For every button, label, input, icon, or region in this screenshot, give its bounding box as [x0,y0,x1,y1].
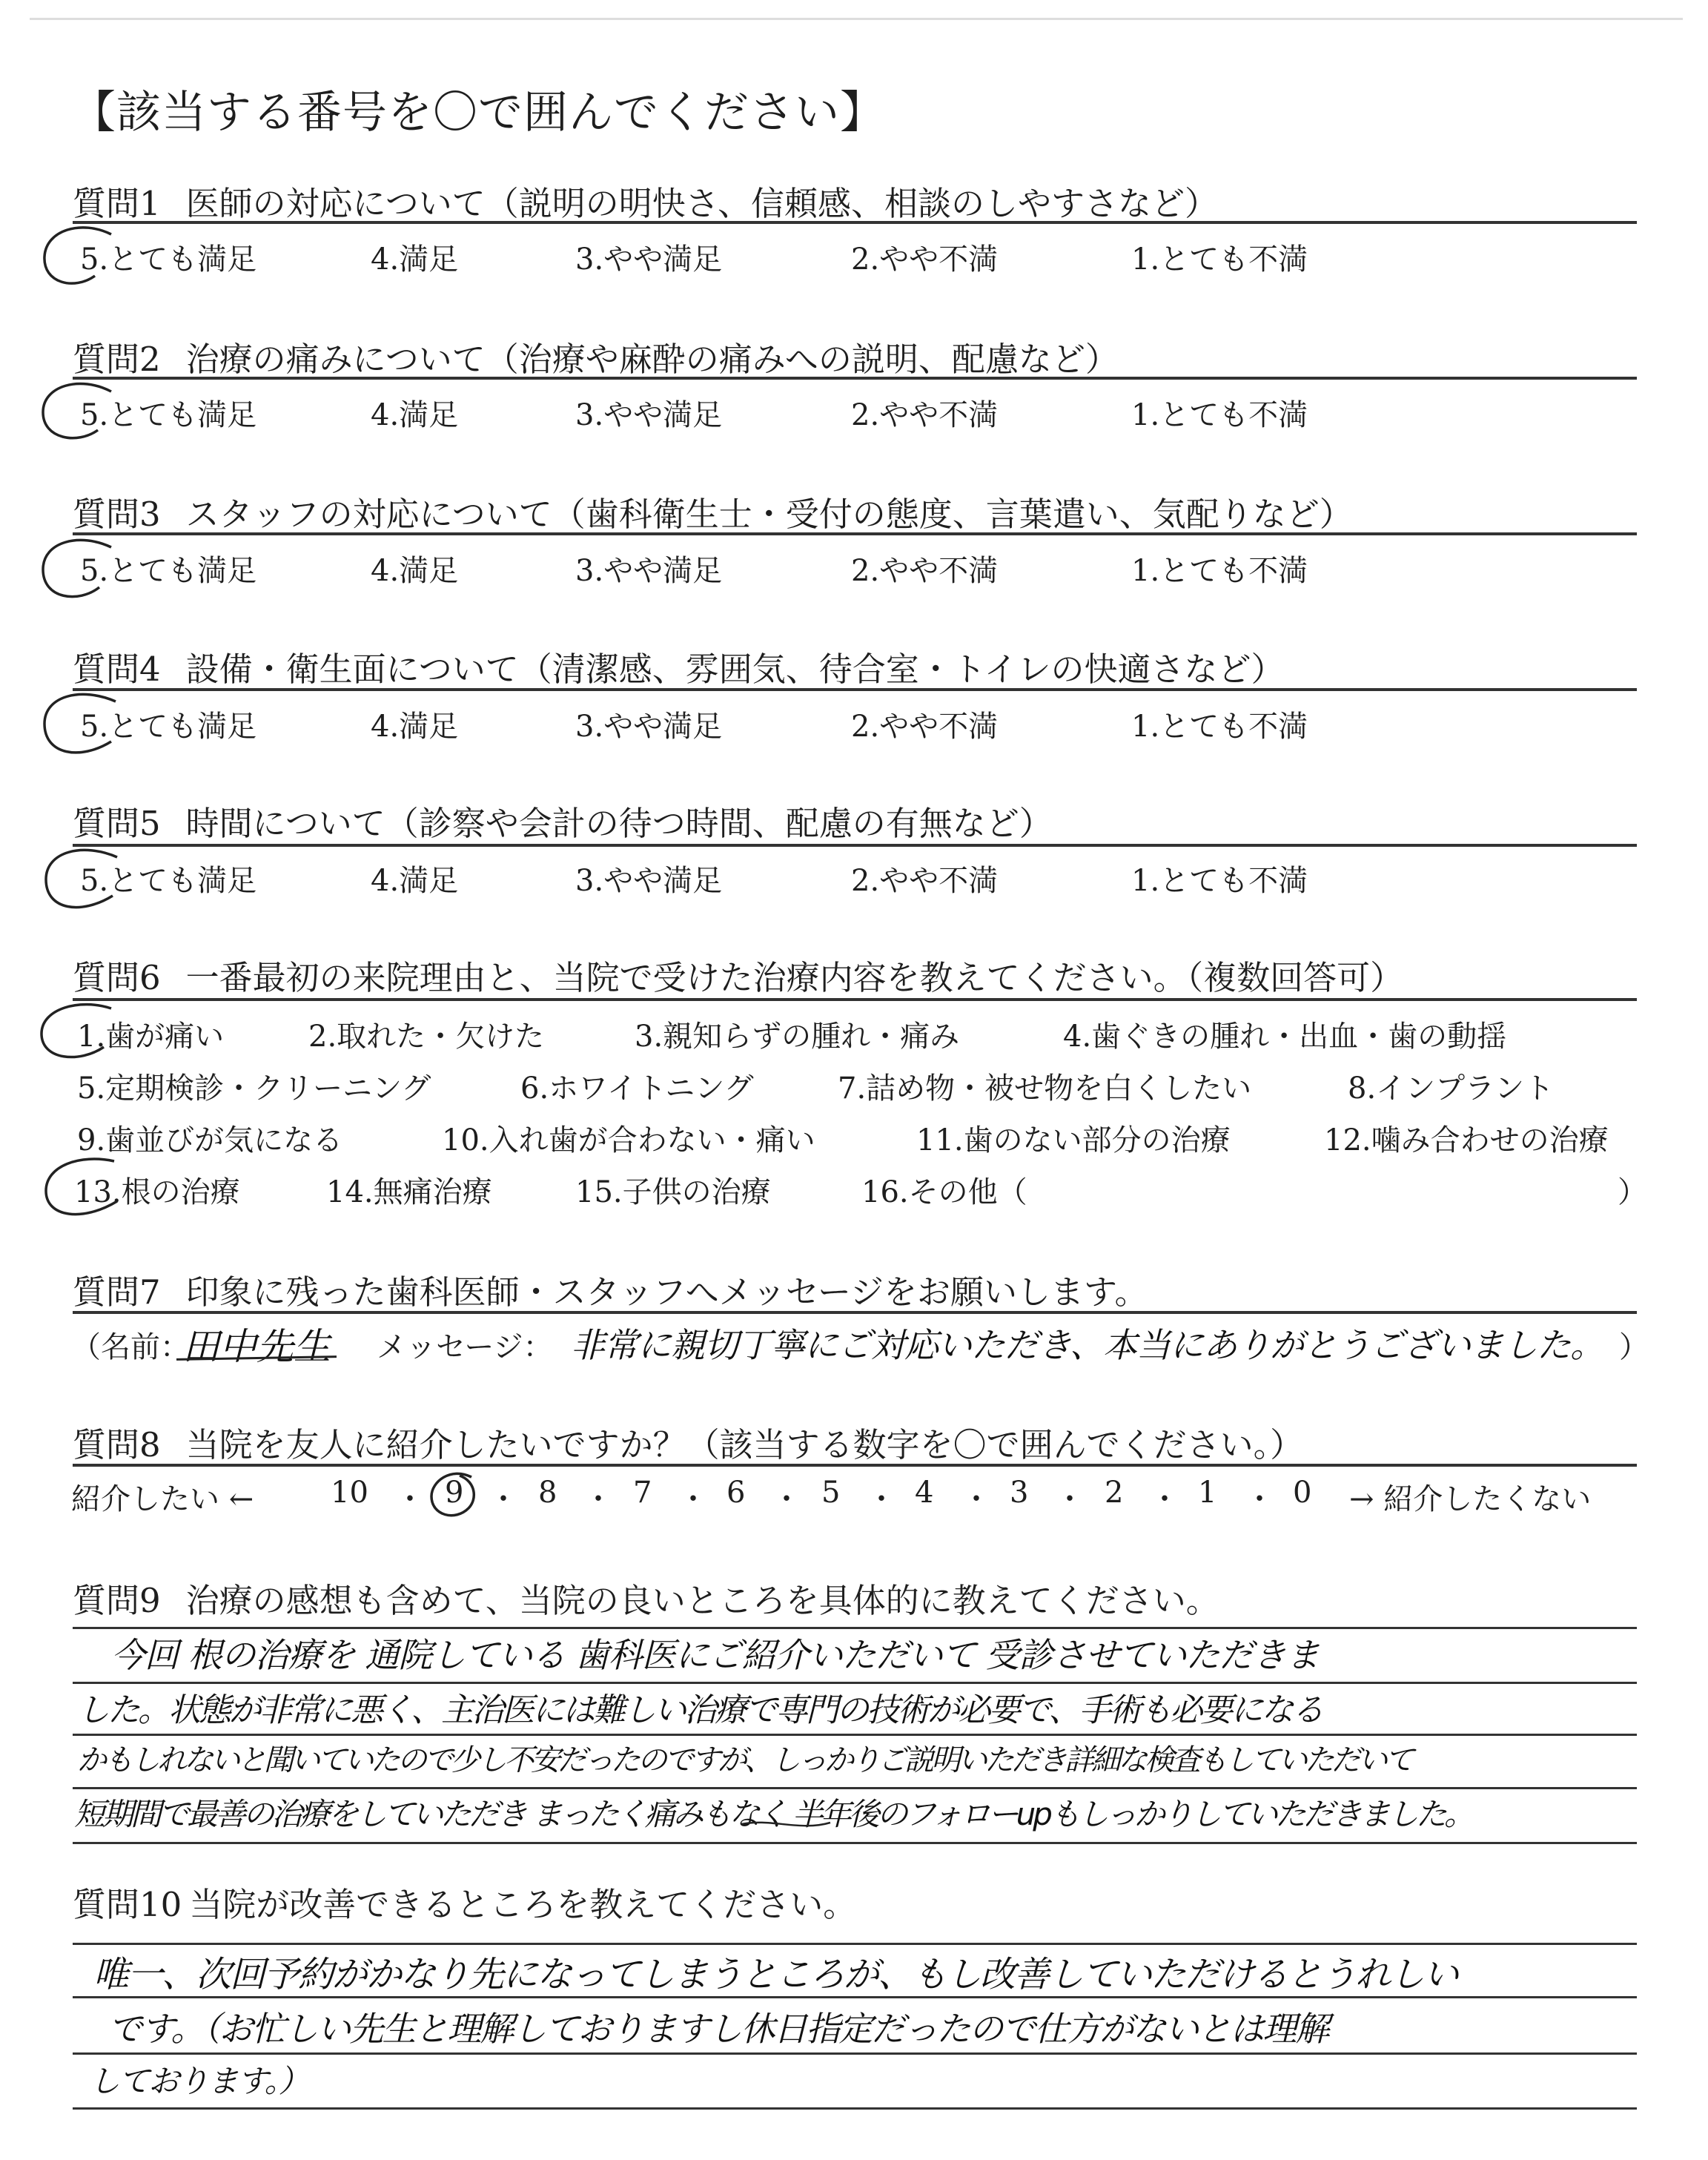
q6-option-8[interactable]: 8.インプラント [1348,1071,1555,1106]
q2-option-5[interactable]: 5.とても満足 [80,398,257,432]
q9-answer-line-3[interactable]: かもしれないと聞いていたので少し不安だったのですが、しっかりご説明いただき詳細な検査もしていただいて [77,1743,1411,1777]
q7-name-label: （名前： [71,1330,190,1364]
q1-option-2[interactable]: 2.やや不満 [851,242,999,277]
q6-option-5[interactable]: 5.定期検診・クリーニング [77,1071,431,1106]
scale-7[interactable]: 7 [633,1476,652,1510]
q8-scale-9-circle [431,1473,474,1515]
q5-option-5[interactable]: 5.とても満足 [80,864,257,898]
q6-option-14[interactable]: 14.無痛治療 [326,1175,492,1209]
question-text: 医師の対応について（説明の明快さ、信頼感、相談のしやすさなど） [185,184,1218,223]
question-number: 質問7 [73,1272,161,1312]
question-number: 質問2 [73,340,161,379]
q6-option-1-circle [42,1005,111,1057]
q9-answer-line-4[interactable]: 短期間で最善の治療をしていただき まったく痛みもなく 半年後のフォローupもしっかりしていただきました。 [74,1796,1472,1832]
question-number: 質問5 [73,804,161,843]
question-text: スタッフの対応について（歯科衛生士・受付の態度、言葉遣い、気配りなど） [185,495,1353,534]
question-text: 当院が改善できるところを教えてください。 [189,1885,857,1924]
scale-8[interactable]: 8 [538,1476,557,1510]
recommend-left-label: 紹介したい ← [71,1482,254,1516]
q6-other-close-paren: ） [1618,1175,1647,1209]
scale-separator: ・ [1150,1482,1179,1516]
q6-option-7[interactable]: 7.詰め物・被せ物を白くしたい [838,1071,1252,1106]
q5-option-4[interactable]: 4.満足 [371,864,459,898]
q3-option-1[interactable]: 1.とても不満 [1131,554,1308,588]
question-number: 質問10 [73,1885,182,1924]
q6-option-3[interactable]: 3.親知らずの腫れ・痛み [635,1020,960,1054]
question-number: 質問3 [73,495,161,534]
scale-separator: ・ [489,1482,518,1516]
question-text: 印象に残った歯科医師・スタッフへメッセージをお願いします。 [185,1272,1148,1312]
q4-option-4[interactable]: 4.満足 [371,710,459,744]
scale-6[interactable]: 6 [726,1476,746,1510]
scale-separator: ・ [1245,1482,1274,1516]
q1-option-5[interactable]: 5.とても満足 [80,242,257,277]
q2-selection-circle [43,383,111,437]
q4-option-1[interactable]: 1.とても不満 [1131,710,1308,744]
q9-answer-line-2[interactable]: した。状態が非常に悪く、主治医には難しい治療で専門の技術が必要で、手術も必要になる [77,1691,1323,1729]
q7-message-handwritten[interactable]: 非常に親切丁寧にご対応いただき、本当にありがとうございました。 [571,1325,1604,1365]
q6-option-1[interactable]: 1.歯が痛い [77,1020,225,1054]
q6-option-13-circle [46,1159,117,1215]
q3-option-5[interactable]: 5.とても満足 [80,554,257,588]
q1-option-1[interactable]: 1.とても不満 [1131,242,1308,277]
q2-option-4[interactable]: 4.満足 [371,398,459,432]
scale-2[interactable]: 2 [1105,1476,1124,1510]
q6-option-6[interactable]: 6.ホワイトニング [520,1071,754,1106]
q9-squiggle-underline [741,1823,830,1826]
q6-option-12[interactable]: 12.噛み合わせの治療 [1324,1123,1609,1157]
q2-option-1[interactable]: 1.とても不満 [1131,398,1308,432]
q6-option-2[interactable]: 2.取れた・欠けた [308,1020,545,1054]
q5-selection-circle [46,850,117,907]
recommend-right-label: → 紹介したくない [1349,1482,1592,1516]
q7-message-label: メッセージ： [377,1330,553,1364]
question-number: 質問1 [73,184,161,223]
question-text: 一番最初の来院理由と、当院で受けた治療内容を教えてください。（複数回答可） [185,958,1404,997]
q3-option-4[interactable]: 4.満足 [371,554,459,588]
q4-option-2[interactable]: 2.やや不満 [851,710,999,744]
q9-answer-line-1[interactable]: 今回 根の治療を 通院している 歯科医にご紹介いただいて 受診させていただきま [111,1635,1320,1675]
q5-option-2[interactable]: 2.やや不満 [851,864,999,898]
scale-9[interactable]: 9 [445,1476,464,1510]
q7-close-paren: ） [1619,1330,1649,1364]
q4-option-5[interactable]: 5.とても満足 [80,710,257,744]
scale-4[interactable]: 4 [915,1476,934,1510]
q6-option-15[interactable]: 15.子供の治療 [575,1175,771,1209]
q2-option-3[interactable]: 3.やや満足 [575,398,723,432]
q1-option-4[interactable]: 4.満足 [371,242,459,277]
q3-selection-circle [43,540,111,596]
question-text: 治療の感想も含めて、当院の良いところを具体的に教えてください。 [185,1581,1219,1620]
question-number: 質問8 [73,1425,161,1464]
question-text: 設備・衛生面について（清潔感、雰囲気、待合室・トイレの快適さなど） [185,650,1285,689]
q6-option-13[interactable]: 13.根の治療 [74,1175,240,1209]
q6-option-16[interactable]: 16.その他（ [861,1175,1027,1209]
q6-option-11[interactable]: 11.歯のない部分の治療 [916,1123,1231,1157]
q6-option-4[interactable]: 4.歯ぐきの腫れ・出血・歯の動揺 [1063,1020,1507,1054]
q1-selection-circle [44,228,111,283]
q1-option-3[interactable]: 3.やや満足 [575,242,723,277]
q10-answer-line-3[interactable]: しております。） [89,2063,308,2099]
question-number: 質問9 [73,1581,161,1620]
scale-separator: ・ [867,1482,896,1516]
scale-10[interactable]: 10 [331,1476,368,1510]
q10-answer-line-2[interactable]: です。（お忙しい先生と理解しておりますし休日指定だったので仕方がないとは理解 [108,2009,1328,2049]
question-text: 当院を友人に紹介したいですか？（該当する数字を〇で囲んでください。） [185,1425,1304,1464]
q4-selection-circle [44,694,116,752]
scale-5[interactable]: 5 [821,1476,841,1510]
q6-option-10[interactable]: 10.入れ歯が合わない・痛い [442,1123,815,1157]
scale-3[interactable]: 3 [1010,1476,1029,1510]
q4-option-3[interactable]: 3.やや満足 [575,710,723,744]
q7-name-handwritten[interactable]: 田中先生 [182,1325,331,1368]
scale-separator: ・ [961,1482,991,1516]
question-text: 時間について（診察や会計の待つ時間、配慮の有無など） [185,804,1053,843]
scale-1[interactable]: 1 [1198,1476,1217,1510]
question-number: 質問4 [73,650,161,689]
instruction-header: 【該当する番号を〇で囲んでください】 [71,87,885,139]
q5-option-1[interactable]: 1.とても不満 [1131,864,1308,898]
scale-separator: ・ [395,1482,425,1516]
question-text: 治療の痛みについて（治療や麻酔の痛みへの説明、配慮など） [185,340,1119,379]
q6-option-9[interactable]: 9.歯並びが気になる [77,1123,343,1157]
q5-option-3[interactable]: 3.やや満足 [575,864,723,898]
q3-option-3[interactable]: 3.やや満足 [575,554,723,588]
scale-separator: ・ [1055,1482,1085,1516]
scale-separator: ・ [772,1482,801,1516]
question-number: 質問6 [73,958,161,997]
q2-option-2[interactable]: 2.やや不満 [851,398,999,432]
q10-answer-line-1[interactable]: 唯一、次回予約がかなり先になってしまうところが、もし改善していただけるとうれしい [93,1954,1458,1995]
scale-separator: ・ [583,1482,613,1516]
scale-separator: ・ [678,1482,708,1516]
scale-0[interactable]: 0 [1293,1476,1312,1510]
q3-option-2[interactable]: 2.やや不満 [851,554,999,588]
